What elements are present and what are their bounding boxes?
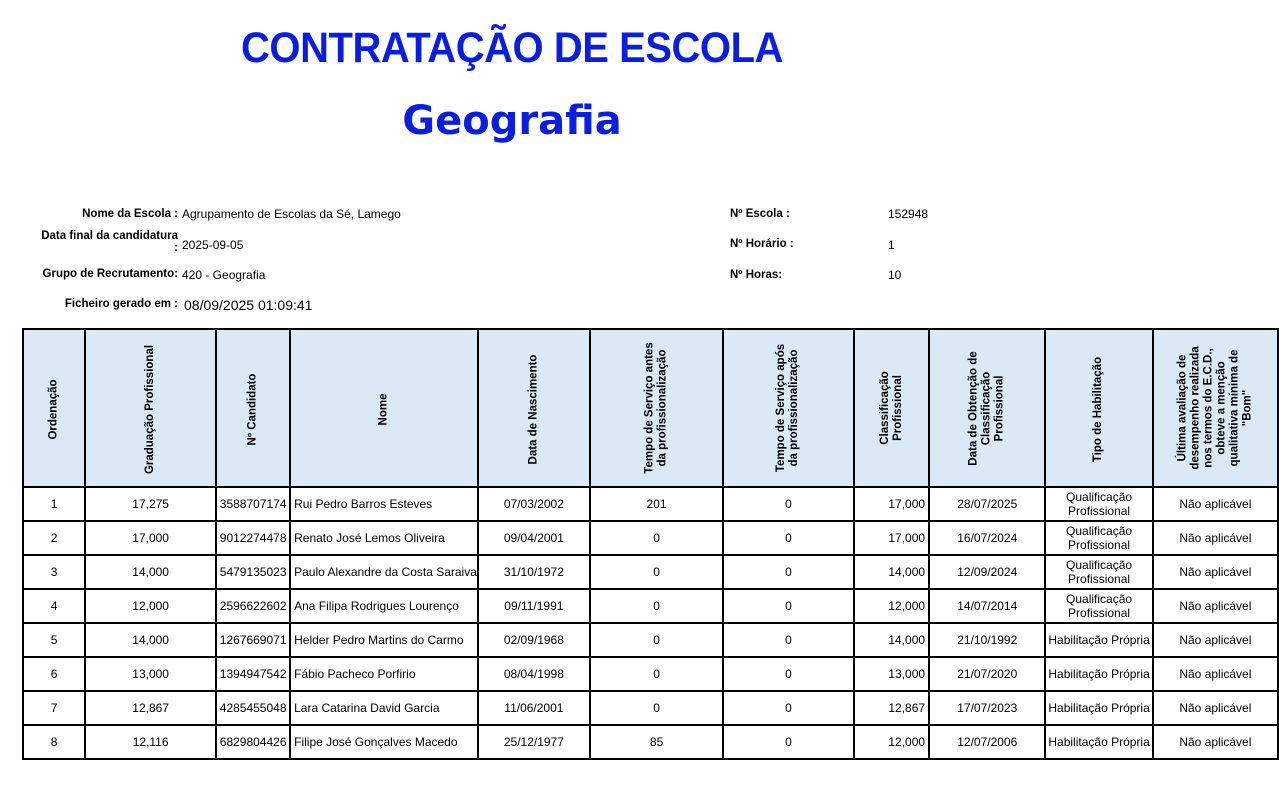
generated-value: 08/09/2025 01:09:41 xyxy=(184,297,313,313)
cell-ordem: 1 xyxy=(23,487,85,521)
cell-graduacao: 17,000 xyxy=(85,521,216,555)
cell-tipo-habilitacao: Qualificação Profissional xyxy=(1045,521,1152,555)
cell-classificacao: 17,000 xyxy=(854,487,930,521)
col-classificacao: Classificação Profissional xyxy=(854,329,930,487)
cell-nascimento: 11/06/2001 xyxy=(478,691,590,725)
cell-graduacao: 12,116 xyxy=(85,725,216,759)
cell-classificacao: 13,000 xyxy=(854,657,930,691)
cell-nome: Fábio Pacheco Porfirio xyxy=(290,657,478,691)
col-graduacao: Graduação Profissional xyxy=(85,329,216,487)
table-row xyxy=(23,657,1278,691)
deadline-value: 2025-09-05 xyxy=(182,238,244,252)
hours-label: Nº Horas: xyxy=(730,269,783,281)
cell-nascimento: 08/04/1998 xyxy=(478,657,590,691)
table-row xyxy=(23,691,1278,725)
page-title: CONTRATAÇÃO DE ESCOLA xyxy=(241,24,783,72)
table-row xyxy=(23,725,1278,759)
cell-tempo-apos: 0 xyxy=(723,691,853,725)
cell-data-obtencao: 12/07/2006 xyxy=(929,725,1045,759)
cell-candidato: 2596622602 xyxy=(216,589,290,623)
cell-tempo-apos: 0 xyxy=(723,555,853,589)
cell-nascimento: 07/03/2002 xyxy=(478,487,590,521)
cell-nome: Rui Pedro Barros Esteves xyxy=(290,487,478,521)
table-header-row xyxy=(23,329,1278,487)
hours-value: 10 xyxy=(888,268,902,282)
school-name: Agrupamento de Escolas da Sé, Lamego xyxy=(182,207,401,221)
cell-tempo-antes: 0 xyxy=(590,623,723,657)
cell-data-obtencao: 21/10/1992 xyxy=(929,623,1045,657)
table-row xyxy=(23,487,1278,521)
cell-ordem: 2 xyxy=(23,521,85,555)
col-ultima-avaliacao: Última avaliação de desempenho realizada nos termos do E.C.D., obteve a menção qualitativa mínima de "Bom" xyxy=(1153,329,1278,487)
cell-nascimento: 09/04/2001 xyxy=(478,521,590,555)
cell-tempo-antes: 0 xyxy=(590,555,723,589)
deadline-label-line1: Data final da candidatura xyxy=(41,230,178,242)
schedule-no: 1 xyxy=(888,238,895,252)
cell-tempo-antes: 0 xyxy=(590,691,723,725)
cell-graduacao: 12,867 xyxy=(85,691,216,725)
cell-graduacao: 14,000 xyxy=(85,623,216,657)
group-label: Grupo de Recrutamento: xyxy=(42,268,178,280)
table-row xyxy=(23,555,1278,589)
cell-classificacao: 12,000 xyxy=(854,725,930,759)
deadline-label xyxy=(41,230,178,254)
cell-ultima-avaliacao: Não aplicável xyxy=(1153,725,1278,759)
cell-ordem: 4 xyxy=(23,589,85,623)
cell-ordem: 5 xyxy=(23,623,85,657)
col-nome: Nome xyxy=(290,329,478,487)
col-tempo-antes: Tempo de Serviço antes da profissionalização xyxy=(590,329,723,487)
cell-tempo-antes: 0 xyxy=(590,657,723,691)
cell-tempo-apos: 0 xyxy=(723,725,853,759)
deadline-label-line2: : xyxy=(174,242,178,254)
table-row xyxy=(23,521,1278,555)
cell-tempo-apos: 0 xyxy=(723,589,853,623)
generated-label: Ficheiro gerado em : xyxy=(64,298,178,310)
col-ordem: Ordenação xyxy=(23,329,85,487)
cell-nome: Filipe José Gonçalves Macedo xyxy=(290,725,478,759)
cell-tempo-apos: 0 xyxy=(723,521,853,555)
cell-classificacao: 17,000 xyxy=(854,521,930,555)
cell-tempo-antes: 0 xyxy=(590,589,723,623)
cell-candidato: 5479135023 xyxy=(216,555,290,589)
cell-candidato: 3588707174 xyxy=(216,487,290,521)
candidates-table xyxy=(22,328,1279,760)
cell-graduacao: 17,275 xyxy=(85,487,216,521)
cell-data-obtencao: 28/07/2025 xyxy=(929,487,1045,521)
table-row xyxy=(23,589,1278,623)
cell-nascimento: 02/09/1968 xyxy=(478,623,590,657)
school-no-label: Nº Escola : xyxy=(730,208,790,220)
cell-tempo-antes: 85 xyxy=(590,725,723,759)
cell-ordem: 7 xyxy=(23,691,85,725)
cell-tipo-habilitacao: Qualificação Profissional xyxy=(1045,555,1152,589)
cell-nome: Paulo Alexandre da Costa Saraiva xyxy=(290,555,478,589)
cell-tipo-habilitacao: Habilitação Própria xyxy=(1045,691,1152,725)
cell-tempo-apos: 0 xyxy=(723,657,853,691)
cell-ultima-avaliacao: Não aplicável xyxy=(1153,657,1278,691)
cell-graduacao: 13,000 xyxy=(85,657,216,691)
cell-classificacao: 12,000 xyxy=(854,589,930,623)
cell-ultima-avaliacao: Não aplicável xyxy=(1153,487,1278,521)
cell-tipo-habilitacao: Habilitação Própria xyxy=(1045,657,1152,691)
schedule-no-label: Nº Horário : xyxy=(730,238,794,250)
cell-tipo-habilitacao: Habilitação Própria xyxy=(1045,725,1152,759)
school-name-label: Nome da Escola : xyxy=(82,208,178,220)
cell-candidato: 1267669071 xyxy=(216,623,290,657)
cell-ordem: 6 xyxy=(23,657,85,691)
cell-data-obtencao: 16/07/2024 xyxy=(929,521,1045,555)
cell-ultima-avaliacao: Não aplicável xyxy=(1153,589,1278,623)
cell-tipo-habilitacao: Qualificação Profissional xyxy=(1045,589,1152,623)
cell-graduacao: 12,000 xyxy=(85,589,216,623)
cell-tempo-antes: 201 xyxy=(590,487,723,521)
cell-nascimento: 09/11/1991 xyxy=(478,589,590,623)
cell-data-obtencao: 21/07/2020 xyxy=(929,657,1045,691)
cell-candidato: 6829804426 xyxy=(216,725,290,759)
cell-ultima-avaliacao: Não aplicável xyxy=(1153,623,1278,657)
cell-ultima-avaliacao: Não aplicável xyxy=(1153,555,1278,589)
col-tipo-habilitacao: Tipo de Habilitação xyxy=(1045,329,1152,487)
col-candidato: Nº Candidato xyxy=(216,329,290,487)
cell-candidato: 1394947542 xyxy=(216,657,290,691)
col-data-obtencao: Data de Obtenção de Classificação Profissional xyxy=(929,329,1045,487)
col-nascimento: Data de Nascimento xyxy=(478,329,590,487)
cell-tipo-habilitacao: Habilitação Própria xyxy=(1045,623,1152,657)
cell-nome: Helder Pedro Martins do Carmo xyxy=(290,623,478,657)
page-subtitle: Geografia xyxy=(402,98,622,144)
cell-nome: Lara Catarina David Garcia xyxy=(290,691,478,725)
cell-tempo-antes: 0 xyxy=(590,521,723,555)
cell-ordem: 8 xyxy=(23,725,85,759)
cell-nome: Ana Filipa Rodrigues Lourenço xyxy=(290,589,478,623)
cell-nome: Renato José Lemos Oliveira xyxy=(290,521,478,555)
cell-ordem: 3 xyxy=(23,555,85,589)
cell-data-obtencao: 12/09/2024 xyxy=(929,555,1045,589)
cell-nascimento: 25/12/1977 xyxy=(478,725,590,759)
table-row xyxy=(23,623,1278,657)
cell-tempo-apos: 0 xyxy=(723,487,853,521)
cell-ultima-avaliacao: Não aplicável xyxy=(1153,521,1278,555)
cell-data-obtencao: 17/07/2023 xyxy=(929,691,1045,725)
cell-classificacao: 14,000 xyxy=(854,623,930,657)
cell-data-obtencao: 14/07/2014 xyxy=(929,589,1045,623)
cell-candidato: 9012274478 xyxy=(216,521,290,555)
cell-graduacao: 14,000 xyxy=(85,555,216,589)
cell-classificacao: 12,867 xyxy=(854,691,930,725)
cell-tipo-habilitacao: Qualificação Profissional xyxy=(1045,487,1152,521)
group-value: 420 - Geografia xyxy=(182,268,266,282)
school-no: 152948 xyxy=(888,207,929,221)
cell-tempo-apos: 0 xyxy=(723,623,853,657)
cell-nascimento: 31/10/1972 xyxy=(478,555,590,589)
cell-classificacao: 14,000 xyxy=(854,555,930,589)
cell-candidato: 4285455048 xyxy=(216,691,290,725)
cell-ultima-avaliacao: Não aplicável xyxy=(1153,691,1278,725)
col-tempo-apos: Tempo de Serviço após da profissionalização xyxy=(723,329,853,487)
